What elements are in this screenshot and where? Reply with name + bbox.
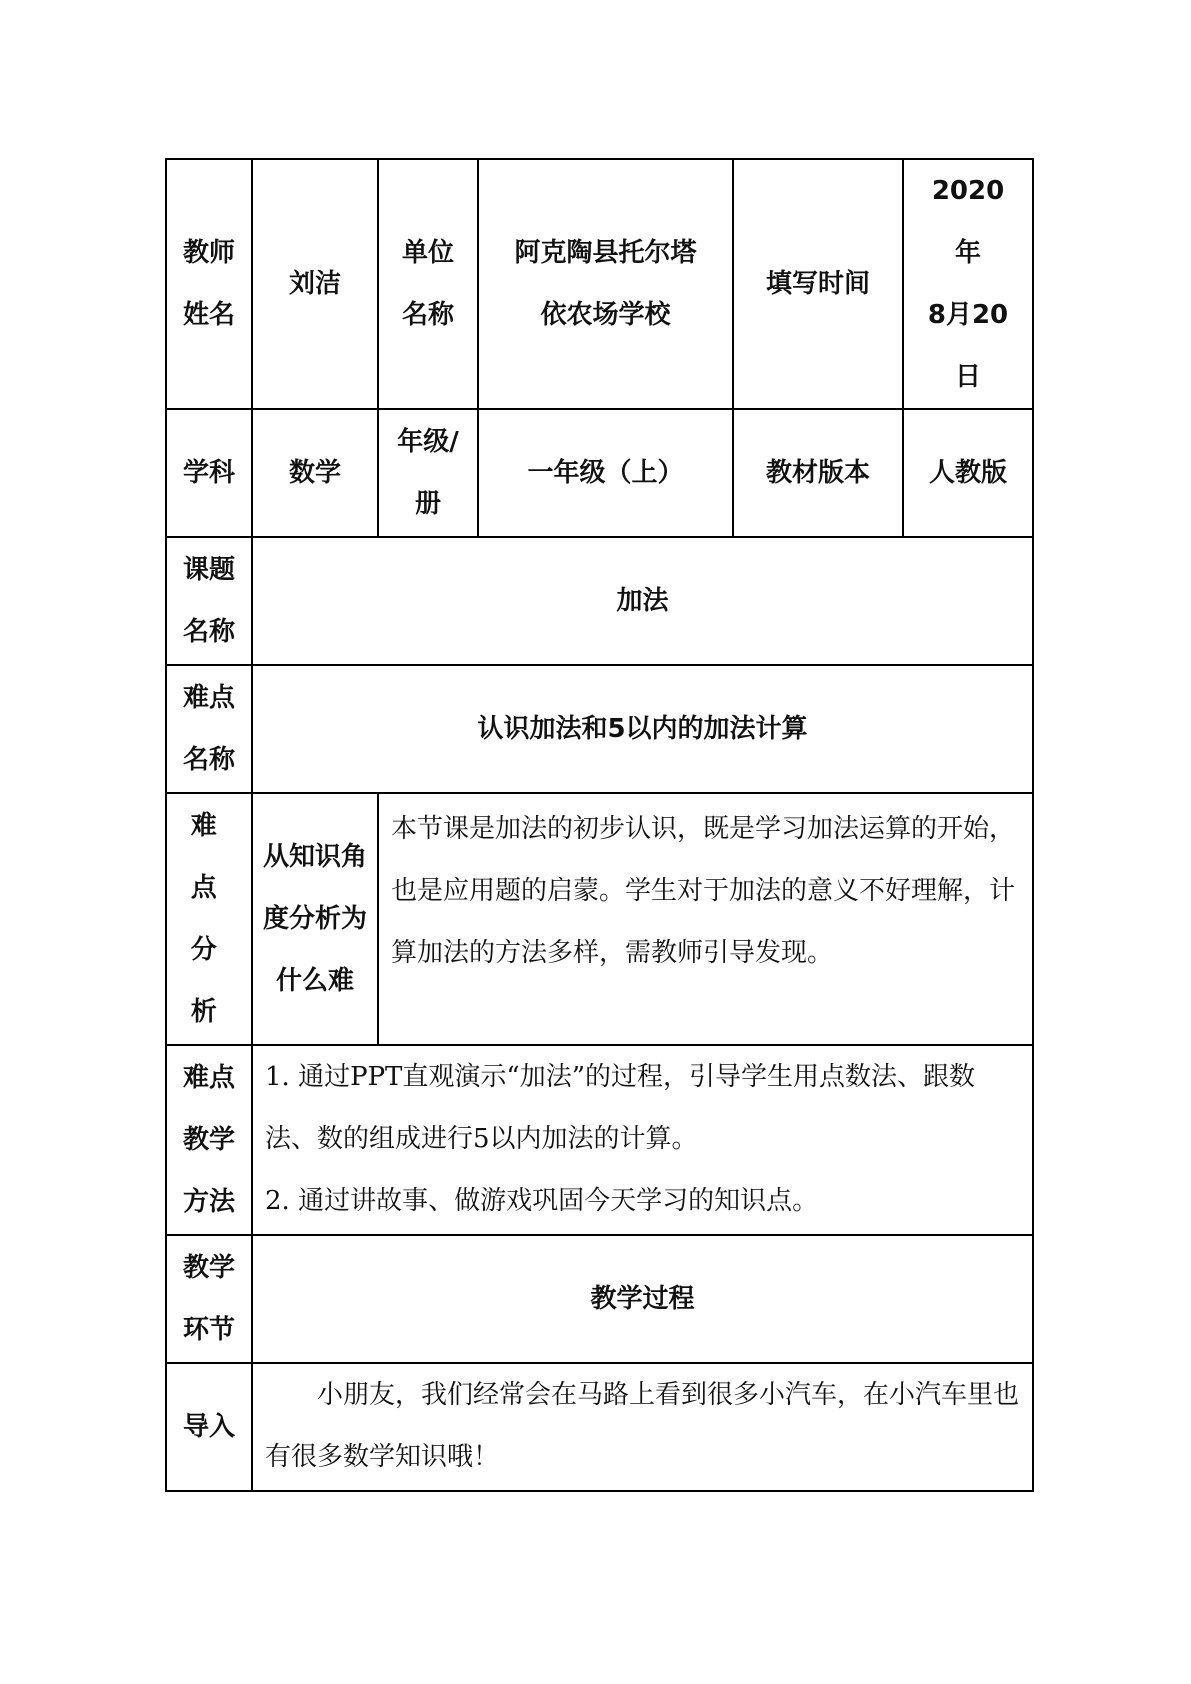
method-item-1: 1. 通过PPT直观演示“加法”的过程，引导学生用点数法、跟数法、数的组成进行5以内加法的计算。 (265, 1062, 975, 1154)
difficulty-cell (252, 665, 1033, 793)
teacher-name-label: 教师姓名 (182, 238, 235, 330)
analysis-sub-label: 从知识角度分析为什么难 (262, 842, 367, 996)
intro-label: 导入 (182, 1412, 235, 1442)
intro-text: 小朋友，我们经常会在马路上看到很多小汽车，在小汽车里也有很多数学知识哦！ (265, 1380, 1020, 1472)
analysis-label: 难点分析 (190, 811, 228, 1027)
subject-label-cell (166, 409, 252, 537)
fill-time-month-day: 8月20 (927, 300, 1009, 330)
textbook-label: 教材版本 (765, 458, 870, 488)
difficulty-label: 难点名称 (182, 683, 235, 775)
topic-cell (252, 537, 1033, 665)
lesson-plan-table (165, 158, 1034, 1492)
fill-time-label: 填写时间 (765, 269, 870, 299)
unit-name-label: 单位名称 (401, 238, 454, 330)
teacher-name-label-cell (166, 159, 252, 409)
subject-label: 学科 (182, 458, 235, 488)
method-row (166, 1045, 1033, 1235)
topic-value: 加法 (616, 586, 669, 616)
textbook-cell (903, 409, 1033, 537)
topic-row (166, 537, 1033, 665)
unit-name-cell (478, 159, 733, 409)
header-row (166, 159, 1033, 409)
method-item-2: 2. 通过讲故事、做游戏巩固今天学习的知识点。 (265, 1186, 819, 1216)
subject-row (166, 409, 1033, 537)
intro-text-cell (252, 1363, 1033, 1491)
method-text-cell (252, 1045, 1033, 1235)
intro-label-cell (166, 1363, 252, 1491)
analysis-label-cell (166, 793, 252, 1045)
process-label: 教学环节 (182, 1253, 235, 1345)
method-label: 难点教学方法 (182, 1063, 235, 1217)
fill-time-cell (903, 159, 1033, 409)
grade-label-cell (378, 409, 478, 537)
process-value: 教学过程 (590, 1284, 695, 1314)
topic-label-cell (166, 537, 252, 665)
process-label-cell (166, 1235, 252, 1363)
analysis-sub-label-cell (252, 793, 378, 1045)
difficulty-row (166, 665, 1033, 793)
intro-row (166, 1363, 1033, 1491)
analysis-row (166, 793, 1033, 1045)
subject-cell (252, 409, 378, 537)
method-label-cell (166, 1045, 252, 1235)
teacher-name-cell (252, 159, 378, 409)
grade-cell (478, 409, 733, 537)
subject-value: 数学 (288, 458, 341, 488)
difficulty-label-cell (166, 665, 252, 793)
unit-name-value: 阿克陶县托尔塔依农场学校 (514, 238, 697, 330)
topic-label: 课题名称 (182, 555, 235, 647)
grade-value: 一年级（上） (527, 458, 684, 488)
unit-name-label-cell (378, 159, 478, 409)
analysis-text: 本节课是加法的初步认识，既是学习加法运算的开始，也是应用题的启蒙。学生对于加法的意义不好理解，计算加法的方法多样，需教师引导发现。 (391, 814, 1016, 968)
textbook-value: 人教版 (928, 458, 1007, 488)
analysis-text-cell (378, 793, 1033, 1045)
difficulty-value: 认识加法和5以内的加法计算 (477, 714, 808, 744)
fill-time-day: 日 (954, 362, 981, 392)
fill-time-value (921, 160, 1015, 408)
grade-label: 年级/册 (397, 427, 459, 519)
teacher-name-value: 刘洁 (288, 269, 341, 299)
fill-time-label-cell (733, 159, 903, 409)
fill-time-year: 2020年 (931, 176, 1005, 268)
process-cell (252, 1235, 1033, 1363)
textbook-label-cell (733, 409, 903, 537)
process-row (166, 1235, 1033, 1363)
